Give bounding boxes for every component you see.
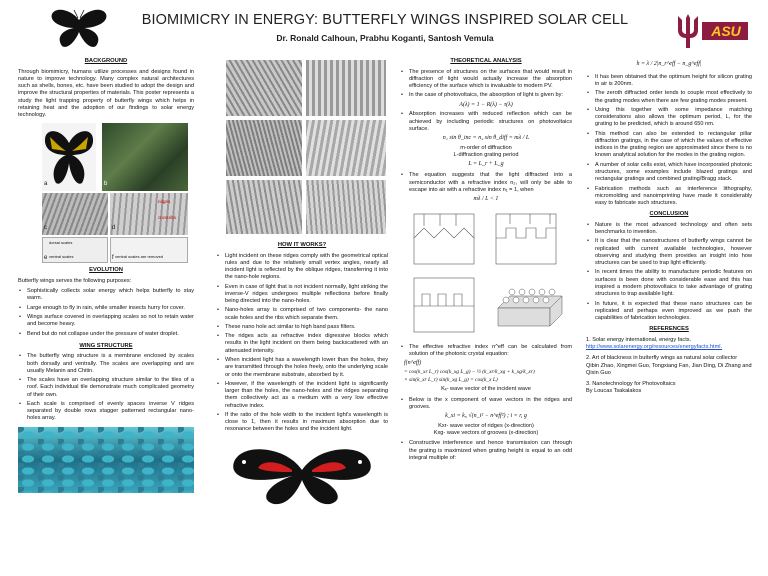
- list-item: • When incident light has a wavelength lower than the holes, they are transmitted through the holes freely, onto the underlying scale or onto the membrane substrate, absorbed by it.: [225, 357, 388, 379]
- list-item: • These nano hole act similar to high band pass filters.: [225, 324, 388, 331]
- sem-image-4: [306, 120, 386, 176]
- list-item: • It has been obtained that the optimum height for silicon grating in air is 200nm.: [595, 74, 752, 89]
- sem-image-2: [306, 60, 386, 116]
- list-item: • In recent times the ability to manufacture periodic features on surfaces is been done with considerable ease and this has inspired a modern photovoltaics to take advantage of grating structures to trap available light.: [595, 269, 752, 298]
- figure-label-ridges: ridges: [158, 199, 171, 205]
- wing-structure-list: [18, 353, 194, 422]
- equation-period: L = L_r + L_g: [468, 160, 504, 167]
- poster-title: BIOMIMICRY IN ENERGY: BUTTERFLY WINGS INSPIRED SOLAR CELL: [141, 12, 629, 28]
- figure-label-dorsal: dorsal scales: [49, 240, 73, 246]
- scale-diagram-e: [42, 237, 108, 263]
- list-item: • It is clear that the nanostructures of butterfly wings cannot be replicated with current available technologies, however observing and studying them provides an insight into how structures can be used to trap light efficiently.: [595, 238, 752, 267]
- list-item: • If the ratio of the hole width to the incident light's wavelength is close to 1, then it results in maximum absorption due to resonance between the holes and the incident light.: [225, 412, 388, 434]
- list-item: • Nature is the most advanced technology and often sets benchmarks to invention.: [595, 222, 752, 237]
- list-item: • However, if the wavelength of the incident light is significantly larger than the holes, the nano-holes and the ridges separating them collectively act as a medium with a very low effective refractive index.: [225, 381, 388, 410]
- reference-2-authors: Qibin Zhao, Xingmei Guo, Tongxiang Fan, Jian Ding, Di Zhang and Qixin Guo: [586, 362, 752, 376]
- list-item: • In future, it is expected that these nano structures can be replicated and perhaps even improved as we push the capabilities of fabrication technologies.: [595, 301, 752, 323]
- equation-line-2: × sin(k_xr L_r) sin(k_xg L_g) = cos(k_x L): [404, 377, 498, 384]
- butterfly-logo-icon: [50, 8, 108, 50]
- red-butterfly-photo: [222, 440, 382, 506]
- sem-image-6: [306, 180, 386, 234]
- kx-label: Kₓ- wave vector of the incident wave: [441, 386, 531, 393]
- sem-image-5: [226, 180, 302, 234]
- list-item: • The presence of structures on the surfaces that would result in diffraction of light would actually increase the absorption efficiency of the surface which is invaluable to modern PV.: [409, 69, 572, 91]
- reference-2-title: 2. Art of blackness in butterfly wings as natural solar collector: [586, 355, 738, 362]
- figure-label-e: e: [44, 255, 48, 262]
- butterfly-photo-a: [42, 123, 96, 191]
- reference-1-link[interactable]: http://www.solarenergy.org/resources/energyfacts.html.: [586, 344, 723, 351]
- how-it-works-heading: HOW IT WORKS?: [277, 242, 327, 248]
- conclusion-list: [586, 222, 752, 322]
- list-item: • The butterfly wing structure is a membrane enclosed by scales both dorsally and ventrally. The scales are overlapping and are usually Melanin and Chitin.: [27, 353, 194, 375]
- list-item: • A number of solar cells exist, which have incorporated photonic structures, some examples include blazed gratings and rectangular gratings and combined grating/Bragg stack.: [595, 162, 752, 184]
- list-item: • Even in case of light that is not incident normally, light striking the inverse-V ridges undergoes multiple reflections before finally being directed into the nano-holes.: [225, 284, 388, 306]
- list-item: • Nano-holes array is comprised of two components- the nano scale holes and the ribs which separate them.: [225, 307, 388, 322]
- list-item: • Constructive interference and hence transmission can through the grating is maximized when grating height is equal to an odd integral multiple of:: [409, 440, 572, 462]
- wing-closeup-b: [102, 123, 188, 191]
- reference-1-text: 1. Solar energy international, energy facts.: [586, 336, 692, 343]
- evolution-intro: Butterfly wings serves the following purposes:: [18, 277, 132, 284]
- grating-diagram-svg: [400, 208, 572, 340]
- equation-m-label: m-order of diffraction: [460, 144, 512, 151]
- list-item: • The zeroth diffracted order tends to couple most effectively to the grating modes when there are few grating modes present.: [595, 90, 752, 105]
- figure-label-a: a: [44, 181, 48, 188]
- figure-label-crossribs: crossribs: [158, 215, 177, 221]
- theoretical-heading: THEORETICAL ANALYSIS: [450, 58, 522, 64]
- right-list: [586, 74, 752, 208]
- equation-condition: mλ / L < 1: [473, 196, 499, 203]
- conclusion-heading: CONCLUSION: [649, 211, 689, 218]
- column-4: [586, 60, 752, 400]
- kxr-label: Kxr- wave vector of ridges (x-direction): [438, 422, 534, 429]
- references-heading: REFERENCES: [649, 326, 689, 333]
- background-text: Through biomimicry, humans utilize processes and designs found in nature to improve technology. Many complex natural architectures such as shells, bones, etc. have been studied to adopt the design and improve the structural properties of materials. This poster represents a study the light trapping property of butterfly wings which helps in retaining heat and the adoption of our findings to solar energy technology.: [18, 68, 194, 119]
- sem-image-1: [226, 60, 302, 116]
- equation-f: f(n^eff): [404, 360, 422, 367]
- theoretical-list-1: [400, 69, 572, 100]
- equation-kxi: k_xi = k₀ √(n_i² − n^eff²) ; i = r, g: [445, 413, 527, 420]
- equation-l-label: L-diffraction grating period: [453, 152, 519, 159]
- list-item: • Wings surface covered in overlapping scales so not to retain water and become heavy.: [27, 314, 194, 329]
- scale-diagram-f: [110, 237, 188, 263]
- wing-figure: [18, 123, 194, 265]
- reference-1: [586, 337, 752, 352]
- sem-figure: [216, 56, 388, 236]
- wing-structure-heading: WING STRUCTURE: [79, 342, 133, 349]
- equation-absorption: A(λ) = 1 − R(λ) − τ(λ): [459, 101, 513, 108]
- figure-label-c: c: [44, 225, 47, 232]
- list-item: • The ridges acts as refractive index digressive blocks which results in the light incident on them being backscattered with an attenuated intensity.: [225, 333, 388, 355]
- list-item: • Light incident on these ridges comply with the geometrical optical rules and due to the relatively small vertex angles, nearly all incident light is reflected by the oblique ridges, transferring it into the nano-hole regions.: [225, 253, 388, 282]
- column-1: [18, 56, 194, 493]
- equation-height: h = λ / 2|n_r^eff − n_g^eff|: [636, 61, 702, 67]
- reference-2: [586, 355, 752, 377]
- background-heading: BACKGROUND: [84, 58, 128, 64]
- list-item: • Using this together with some impedance matching considerations also allows the optimum period, L, for the grating to be predicted, which is around 650 nm.: [595, 107, 752, 129]
- list-item: • The scales have an overlapping structure similar to the tiles of a roof. Each individual tile demonstrate much complicated geometry of their own.: [27, 377, 194, 399]
- theoretical-list-6: [400, 440, 572, 462]
- asu-logo: [672, 12, 752, 52]
- figure-label-f: f: [112, 255, 114, 262]
- list-item: • Fabrication methods such as interference lithography, micromolding and nanoimprinting have made it considerably easy to fabricate such structures.: [595, 186, 752, 208]
- theoretical-list-5: [400, 397, 572, 412]
- list-item: • The equation suggests that the light diffracted into a semiconductor with a refractive index n₂, will only be able to escape into air with a refractive index n₁ = 1, when: [409, 172, 572, 194]
- grating-diagrams: [400, 208, 572, 340]
- theoretical-list-3: [400, 172, 572, 194]
- asu-logo-text: ASU: [711, 23, 741, 39]
- column-3: [400, 56, 572, 464]
- reference-3-title: 3. Nanotechnology for Photovoltaics: [586, 381, 676, 388]
- column-2: [216, 56, 388, 506]
- theoretical-list-2: [400, 111, 572, 133]
- list-item: • Bend but do not collapse under the pressure of water droplet.: [27, 331, 194, 338]
- list-item: • Large enough to fly in rain, while smaller insects hurry for cover.: [27, 305, 194, 312]
- poster-authors: Dr. Ronald Calhoun, Prabhu Koganti, Santosh Vemula: [276, 33, 494, 43]
- reference-3-author: By Loucas Tsakalakos: [586, 388, 642, 395]
- reference-3: [586, 381, 752, 396]
- wing-scales-photo: [18, 427, 194, 493]
- evolution-list: [18, 288, 194, 338]
- theoretical-list-4: [400, 344, 572, 359]
- list-item: • Each scale is comprised of evenly spaces inverse V ridges separated by double rows stagger patterned rectangular nano-holes array.: [27, 401, 194, 423]
- list-item: • The effective refractive index n^eff can be calculated from solution of the photonic crystal equation:: [409, 344, 572, 359]
- list-item: • Absorption increases with reduced reflection which can be achieved by including periodic structures on photovoltaics surface.: [409, 111, 572, 133]
- scale-sem-c: [42, 193, 108, 235]
- ridge-sem-d: [110, 193, 188, 235]
- equation-diffraction: n₁ sin θ_inc = n₂ sin θ_diff = mλ / L: [442, 135, 530, 142]
- evolution-heading: EVOLUTION: [89, 267, 123, 274]
- list-item: • In the case of photovoltaics, the absorption of light is given by:: [409, 92, 572, 99]
- how-it-works-list: [216, 253, 388, 434]
- figure-label-b: b: [104, 181, 108, 188]
- figure-label-ventral-removed: ventral scales are removed: [115, 254, 164, 260]
- figure-label-ventral: ventral scales: [49, 254, 74, 260]
- list-item: • Sophistically collects solar energy which helps butterfly to stay warm.: [27, 288, 194, 303]
- list-item: • This method can also be extended to rectangular pillar diffraction gratings, in the case of which the values of effective indices in the grating region are approximated since there is no known analytical solution for the modes in the grating region.: [595, 131, 752, 160]
- list-item: • Below is the x component of wave vectors in the ridges and grooves.: [409, 397, 572, 412]
- sem-image-3: [226, 120, 302, 176]
- kxg-label: Kxg- wave vectors of grooves (x-direction): [433, 430, 539, 437]
- figure-label-d: d: [112, 225, 116, 232]
- equation-line-1: = cos(k_xr L_r) cos(k_xg L_g) − ½ (k_xr/k_xg + k_xg/k_xr): [404, 369, 535, 376]
